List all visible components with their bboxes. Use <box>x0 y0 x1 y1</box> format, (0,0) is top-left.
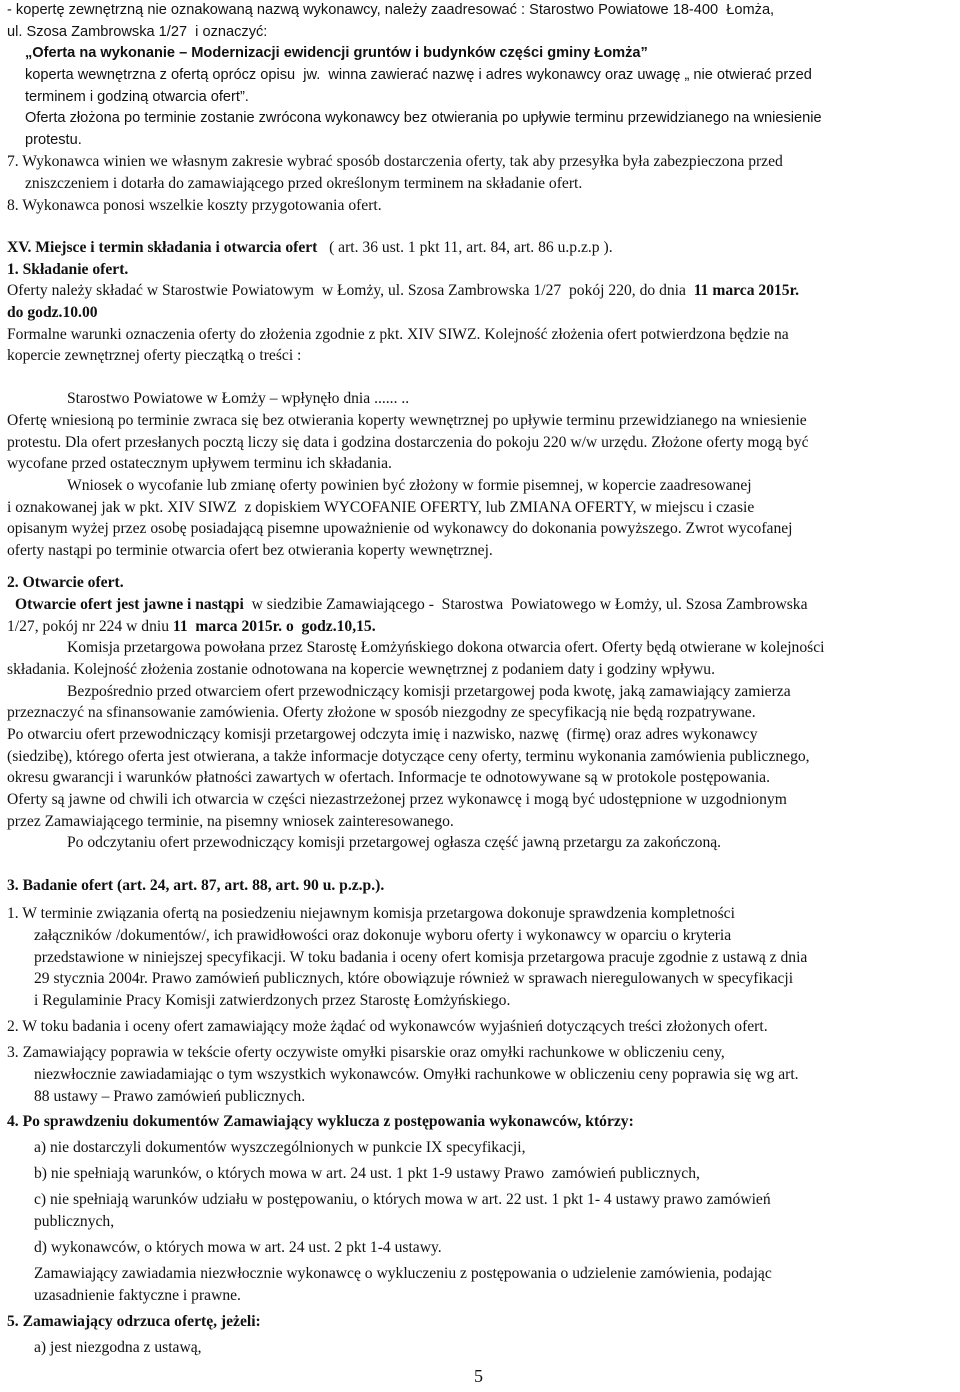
text-line: Oferty są jawne od chwili ich otwarcia w części niezastrzeżonej przez wykonawcę i mogą być udostępnione w uzgodnionym <box>7 791 787 808</box>
text-line: Oferty należy składać w Starostwie Powiatowym w Łomży, ul. Szosa Zambrowska 1/27 pokój 220, do dnia 11 marca 2015r. <box>7 282 799 299</box>
text-line: i oznakowanej jak w pkt. XIV SIWZ z dopiskiem WYCOFANIE OFERTY, lub ZMIANA OFERTY, w miejscu i czasie <box>7 499 755 516</box>
subsection-heading: 2. Otwarcie ofert. <box>7 574 124 591</box>
numbered-item: 3. Zamawiający poprawia w tekście oferty oczywiste omyłki pisarskie oraz omyłki rachunkowe w obliczeniu ceny, <box>7 1044 725 1061</box>
text-line: niezwłocznie zawiadamiając o tym wszystkich wykonawców. Omyłki rachunkowe w obliczeniu ceny poprawia się wg art. <box>34 1066 799 1083</box>
text-line: oferty nastąpi po terminie otwarcia ofert bez otwierania koperty wewnętrznej. <box>7 542 493 559</box>
subsection-heading: 1. Składanie ofert. <box>7 261 129 278</box>
text-line: opisanym wyżej przez osobę posiadającą pisemne upoważnienie od wykonawcy do dokonania powyższego. Zwrot wycofanej <box>7 520 793 537</box>
numbered-item: 7. Wykonawca winien we własnym zakresie wybrać sposób dostarczenia oferty, tak aby przesyłka była zabezpieczona przed <box>7 153 783 170</box>
list-item: a) nie dostarczyli dokumentów wyszczególnionych w punkcie IX specyfikacji, <box>34 1139 526 1156</box>
text-line: składania. Kolejność złożenia zostanie odnotowana na kopercie wewnętrznej z podaniem daty i godziny wpływu. <box>7 661 715 678</box>
deadline-time: do godz.10.00 <box>7 304 98 321</box>
text-line: kopercie zewnętrznej oferty pieczątką o treści : <box>7 347 302 364</box>
stamp-text: Starostwo Powiatowe w Łomży – wpłynęło dnia ...... .. <box>67 390 410 407</box>
subsection-heading: 3. Badanie ofert (art. 24, art. 87, art. 88, art. 90 u. p.z.p.). <box>7 877 385 894</box>
text-line: koperta wewnętrzna z ofertą oprócz opisu jw. winna zawierać nazwę i adres wykonawcy oraz uwagę „ nie otwierać przed <box>25 67 812 83</box>
text-line: publicznych, <box>34 1213 115 1230</box>
text-line: ul. Szosa Zambrowska 1/27 i oznaczyć: <box>7 24 268 40</box>
text-line: Otwarcie ofert jest jawne i nastąpi w siedzibie Zamawiającego - Starostwa Powiatowego w Łomży, ul. Szosa Zambrowska <box>15 596 808 613</box>
text-line: Ofertę wniesioną po terminie zwraca się bez otwierania koperty wewnętrznej po upływie terminu przewidzianego na wniesienie <box>7 412 807 429</box>
offer-label: „Oferta na wykonanie – Modernizacji ewidencji gruntów i budynków części gminy Łomża” <box>25 45 648 61</box>
text-line: Oferta złożona po terminie zostanie zwrócona wykonawcy bez otwierania po upływie terminu przewidzianego na wniesienie <box>25 110 822 126</box>
list-item: c) nie spełniają warunków udziału w postępowaniu, o których mowa w art. 22 ust. 1 pkt 1- 4 ustawy prawo zamówień <box>34 1191 771 1208</box>
text-line: uzasadnienie faktyczne i prawne. <box>34 1287 241 1304</box>
text-line: zniszczeniem i dotarła do zamawiającego przed określonym terminem na składanie ofert. <box>25 175 583 192</box>
text-line: 88 ustawy – Prawo zamówień publicznych. <box>34 1088 306 1105</box>
list-item: d) wykonawców, o których mowa w art. 24 ust. 2 pkt 1-4 ustawy. <box>34 1239 442 1256</box>
text-line: przez Zamawiającego terminie, na pisemny wniosek zainteresowanego. <box>7 813 454 830</box>
numbered-item: 2. W toku badania i oceny ofert zamawiający może żądać od wykonawców wyjaśnień dotyczących treści złożonych ofert. <box>7 1018 768 1035</box>
text-line: przeznaczyć na sfinansowanie zamówienia. Oferty złożone w sposób niezgodny ze specyfikacją nie będą rozpatrywane. <box>7 704 756 721</box>
text-line: 29 stycznia 2004r. Prawo zamówień publicznych, które obowiązuje również w sprawach nieregulowanych w specyfikacji <box>34 970 794 987</box>
text-line: załączników /dokumentów/, ich prawidłowości oraz dokonuje wyboru oferty i wykonawcy w oparciu o kryteria <box>34 927 732 944</box>
text-line: okresu gwarancji i warunków płatności zawartych w ofertach. Informacje te odnotowywane są w protokole postępowania. <box>7 769 770 786</box>
numbered-item: 5. Zamawiający odrzuca ofertę, jeżeli: <box>7 1313 261 1330</box>
numbered-item: 1. W terminie związania ofertą na posiedzeniu niejawnym komisja przetargowa dokonuje sprawdzenia kompletności <box>7 905 735 922</box>
text-line: terminem i godziną otwarcia ofert”. <box>25 89 249 105</box>
numbered-item: 8. Wykonawca ponosi wszelkie koszty przygotowania ofert. <box>7 197 382 214</box>
text-line: Zamawiający zawiadamia niezwłocznie wykonawcę o wykluczeniu z postępowania o udzielenie zamówienia, podając <box>34 1265 772 1282</box>
text-line: wycofane przed ostatecznym upływem terminu ich składania. <box>7 455 392 472</box>
list-item: b) nie spełniają warunków, o których mowa w art. 24 ust. 1 pkt 1-9 ustawy Prawo zamówień publicznych, <box>34 1165 700 1182</box>
text-line: protestu. <box>25 132 82 148</box>
text-line: (siedzibę), którego oferta jest otwierana, a także informacje dotyczące ceny oferty, terminu wykonania zamówienia publicznego, <box>7 748 810 765</box>
list-item: a) jest niezgodna z ustawą, <box>34 1339 202 1356</box>
text-line: Formalne warunki oznaczenia oferty do złożenia zgodnie z pkt. XIV SIWZ. Kolejność złożenia ofert potwierdzona będzie na <box>7 326 789 343</box>
text-line: - kopertę zewnętrzną nie oznakowaną nazwą wykonawcy, należy zaadresować : Starostwo Powiatowe 18-400 Łomża, <box>7 2 775 18</box>
text-line: przedstawione w niniejszej specyfikacji. W toku badania i oceny ofert komisja przetargowa pracuje zgodnie z ustawą z dnia <box>34 949 808 966</box>
page-number: 5 <box>474 1366 483 1386</box>
text-line: i Regulaminie Pracy Komisji zatwierdzonych przez Starostę Łomżyńskiego. <box>34 992 511 1009</box>
text-line: Wniosek o wycofanie lub zmianę oferty powinien być złożony w formie pisemnej, w kopercie zaadresowanej <box>67 477 752 494</box>
text-line: Po otwarciu ofert przewodniczący komisji przetargowej odczyta imię i nazwisko, nazwę (firmę) oraz adres wykonawcy <box>7 726 758 743</box>
text-line: protestu. Dla ofert przesłanych pocztą liczy się data i godzina dostarczenia do pokoju 220 w/w urzędu. Złożone oferty mogą być <box>7 434 809 451</box>
text-line: 1/27, pokój nr 224 w dniu 11 marca 2015r. o godz.10,15. <box>7 618 376 635</box>
text-line: Komisja przetargowa powołana przez Starostę Łomżyńskiego dokona otwarcia ofert. Oferty będą otwierane w kolejności <box>67 639 825 656</box>
text-line: Po odczytaniu ofert przewodniczący komisji przetargowej ogłasza część jawną przetargu za zakończoną. <box>67 834 722 851</box>
section-heading: XV. Miejsce i termin składania i otwarcia ofert ( art. 36 ust. 1 pkt 11, art. 84, art. 86 u.p.z.p ). <box>7 239 613 256</box>
numbered-item: 4. Po sprawdzeniu dokumentów Zamawiający wyklucza z postępowania wykonawców, którzy: <box>7 1113 634 1130</box>
text-line: Bezpośrednio przed otwarciem ofert przewodniczący komisji przetargowej poda kwotę, jaką zamawiający zamierza <box>67 683 791 700</box>
